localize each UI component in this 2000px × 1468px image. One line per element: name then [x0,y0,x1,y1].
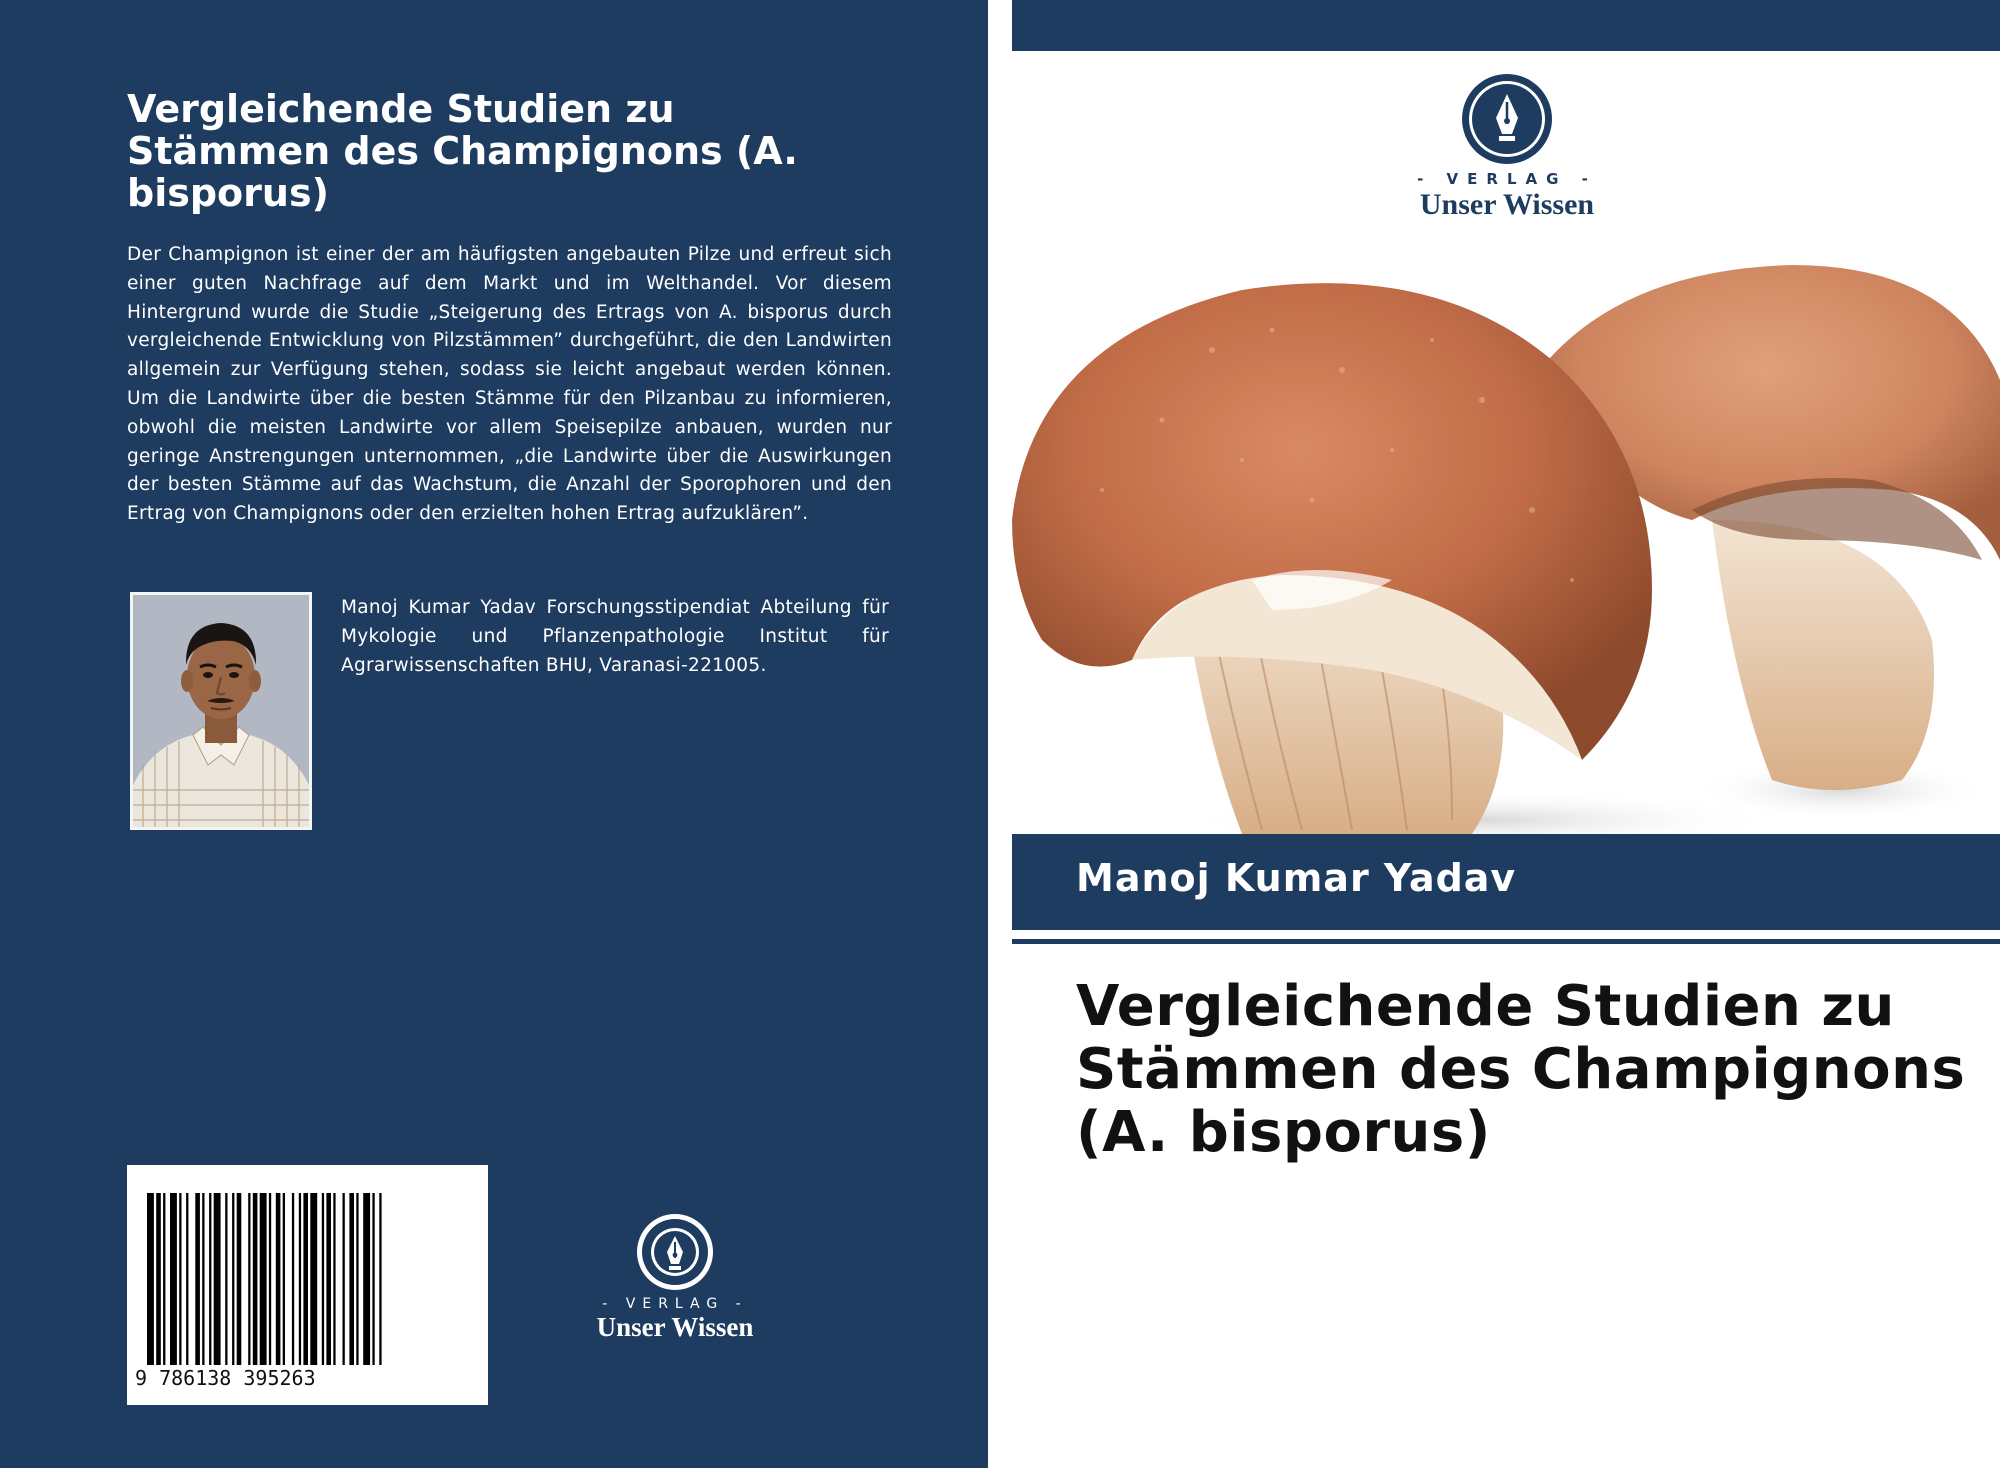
barcode-bar [202,1193,204,1365]
barcode-bar [326,1193,331,1365]
fountain-pen-nib-icon [1460,72,1554,166]
front-cover-title: Vergleichende Studien zu Stämmen des Champignons (A. bisporus) [1076,974,1966,1165]
fountain-pen-nib-icon [635,1212,715,1292]
mushroom-image [1012,260,2000,834]
barcode-bar [209,1193,211,1365]
barcode-bar [283,1193,285,1365]
barcode-bar [195,1193,200,1365]
front-top-band [1012,0,2000,51]
mushroom-cover-photo [1012,260,2000,834]
barcode-bar [310,1193,317,1365]
back-cover-title: Vergleichende Studien zu Stämmen des Champignons (A. bisporus) [127,87,798,215]
author-portrait-image [133,595,309,827]
barcode-bar [379,1193,381,1365]
barcode-bar [214,1193,221,1365]
barcode-bar [163,1193,165,1365]
barcode-bar [186,1193,188,1365]
barcode-bar [156,1193,161,1365]
back-publisher-logo [565,1212,785,1347]
barcode-bar [225,1193,227,1365]
barcode-bar [248,1193,250,1365]
barcode-bar [237,1193,242,1365]
author-photo [130,592,312,830]
author-bio: Manoj Kumar Yadav Forschungsstipendiat Abteilung für Mykologie und Pflanzenpathologie Institut für Agrarwissenschaften BHU, Varanasi-221005. [341,597,889,676]
barcode-bar [299,1193,301,1365]
back-cover-blurb: Der Champignon ist einer der am häufigsten angebauten Pilze und erfreut sich einer guten Nachfrage auf dem Markt und im Welthandel. Vor diesem Hintergrund wurde die Studie „Steigerung des Ertrags von A. bisporus durch vergleichende Entwicklung von Pilzstämmen” durchgeführt, die den Landwirten allgemein zur Verfügung stehen, sodass sie leicht angebaut werden können. Um die Landwirte über die besten Stämme für den Pilzanbau zu informieren, obwohl die meisten Landwirte vor allem Speisepilze anbauen, wurden nur geringe Anstrengungen unternommen, „die Landwirte über die Auswirkungen der besten Stämme auf das Wachstum, die Anzahl der Sporophoren und den Ertrag von Champignons oder den erzielten hohen Ertrag aufzuklären”. [127,244,892,525]
barcode-bar [276,1193,281,1365]
barcode-bar [292,1193,294,1365]
barcode-bar [356,1193,358,1365]
front-logo-verlag: - VERLAG - [1417,170,1597,188]
author-band [1012,834,2000,930]
barcode-bar [147,1193,154,1365]
back-logo-verlag: - VERLAG - [602,1296,748,1312]
barcode-bar [269,1193,271,1365]
divider-line [1012,939,2000,944]
back-cover [0,0,988,1468]
barcode-digits: 9 786138 395263 [135,1366,316,1390]
barcode-bar [260,1193,267,1365]
barcode-bar [322,1193,324,1365]
barcode-bars [127,1165,488,1365]
barcode-bar [363,1193,370,1365]
author-name: Manoj Kumar Yadav [1076,856,1517,900]
front-publisher-logo [1352,72,1662,232]
barcode-bar [333,1193,335,1365]
barcode-bar [303,1193,308,1365]
barcode-bar [179,1193,181,1365]
barcode-bar [232,1193,234,1365]
barcode-bar [349,1193,354,1365]
back-logo-name: Unser Wissen [596,1312,754,1342]
barcode-bar [170,1193,177,1365]
front-logo-name: Unser Wissen [1419,188,1595,221]
isbn-barcode [127,1165,488,1405]
barcode-bar [253,1193,258,1365]
barcode-bar [372,1193,374,1365]
barcode-bar [343,1193,345,1365]
front-cover [1012,0,2000,1468]
